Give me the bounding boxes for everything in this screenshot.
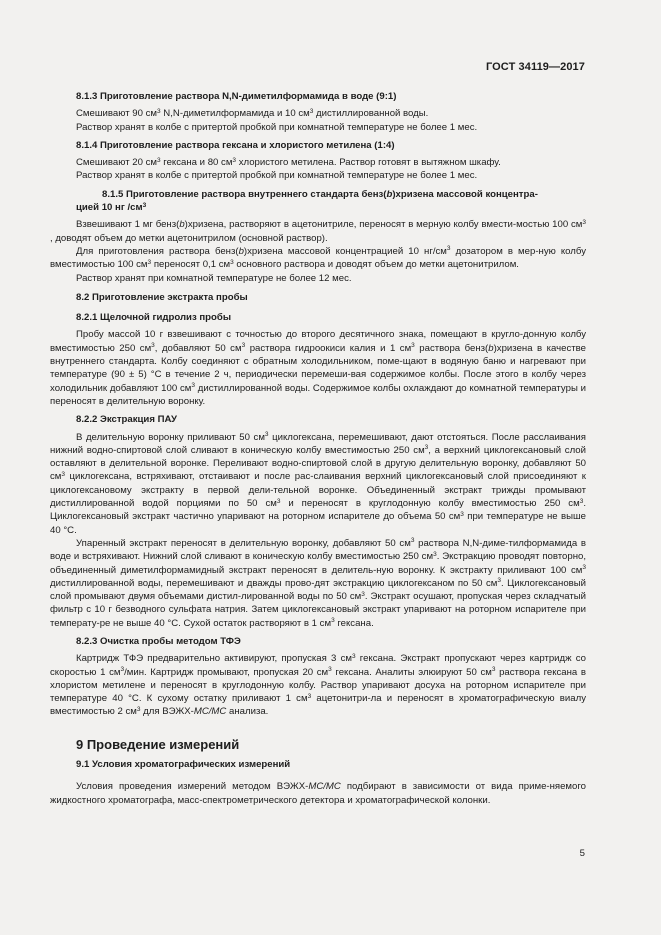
paragraph: В делительную воронку приливают 50 $см^3$ циклогексана, перемешивают, дают отстояться. После расслаивания нижний водно-спиртовой слой сливают в коническую колбу вместимостью 250 $см^3$, а верхний циклогексановый слой оставляют в делительной воронке. Переливают водно-спиртовой слой в другую делительную воронку, добавляют 50 $см^3$ циклогексана, встряхивают, отстаивают и после рас-слаивания верхний циклогексановый слой присоединяют к циклогексановому экстракту в первой дели-тельной воронке. Объединенный экстракт трижды промывают дистиллированной водой порциями по 50 $см^3$ и переносят в круглодонную колбу вместимостью 250 $см^3$. Циклогексановый экстракт частично упаривают на роторном испарителе до объема 50 $см^3$ при температуре не выше 40 °С. — [50, 431, 587, 536]
paragraph: Взвешивают 1 мг бенз(b)хризена, растворяют в ацетонитриле, переносят в мерную колбу вмести-мостью 100 $см^3$ , доводят объем до метки ацетонитрилом (основной раствор). — [50, 218, 586, 244]
paragraph: Смешивают 90 $см^3$ N,N-диметилформамида и 10 $см^3$ дистиллированной воды. — [76, 107, 429, 120]
chapter-heading: 9 Проведение измерений — [76, 736, 240, 752]
paragraph: Раствор хранят в колбе с притертой пробкой при комнатной температуре не более 1 мес. — [76, 170, 478, 182]
paragraph: Упаренный экстракт переносят в делительную воронку, добавляют 50 $см^3$ раствора N,N-диме-тилформамида в воде и встряхивают. Нижний слой сливают в коническую колбу вместимостью 250 $см^3$. Экстракцию проводят повторно, объединенный диметилформамидный экстракт переносят в делитель-ную воронку. К экстракту приливают 100 $см^3$ дистиллированной воды, перемешивают и дважды прово-дят экстракцию циклогексаном по 50 $см^3$. Циклогексановый слой промывают двумя объемами дистил-лированной воды по 50 $см^3$. Экстракт осушают, пропуская через складчатый фильтр с 10 г безводного сульфата натрия. Затем циклогексановый экстракт упаривают на роторном испарителе при температу-ре не выше 40 °С. Сухой остаток растворяют в 1 $см^3$ гексана. — [50, 537, 587, 629]
section-heading: 8.2 Приготовление экстракта пробы — [76, 291, 248, 303]
section-heading: 8.2.2 Экстракция ПАУ — [76, 414, 178, 426]
section-heading: 8.1.3 Приготовление раствора N,N-диметилформамида в воде (9:1) — [76, 91, 397, 102]
section-heading: 8.2.1 Щелочной гидролиз пробы — [76, 312, 232, 324]
paragraph: Картридж ТФЭ предварительно активируют, пропуская 3 $см^3$ гексана. Экстракт пропускают через картридж со скоростью 1 $см^3$/мин. Картридж промывают, пропуская 20 $см^3$ гексана. Аналиты элюируют 50 $см^3$ раствора гексана в хлористом метилене и переносят в круглодонную колбу. Раствор упаривают досуха на роторном испарителе при температуре 40 °С. К сухому остатку приливают 1 $см^3$ ацетонитри-ла и переносят в хроматографическую виалу вместимостью 2 $см^3$ для ВЭЖХ-МС/МС анализа. — [50, 652, 586, 718]
section-heading: 8.1.4 Приготовление раствора гексана и хлористого метилена (1:4) — [76, 139, 395, 151]
section-heading: 8.2.3 Очистка пробы методом ТФЭ — [76, 635, 241, 647]
paragraph: Раствор хранят в колбе с притертой пробкой при комнатной температуре не более 1 мес. — [76, 121, 478, 133]
paragraph: Условия проведения измерений методом ВЭЖХ-МС/МС подбирают в зависимости от вида приме-няемого жидкостного хроматографа, масс-спектрометрического детектора и хроматографической колонки. — [50, 781, 586, 806]
page-number: 5 — [579, 848, 585, 859]
paragraph: Смешивают 20 $см^3$ гексана и 80 $см^3$ хлористого метилена. Раствор готовят в вытяжном шкафу. — [76, 156, 501, 169]
paragraph: Раствор хранят при комнатной температуре не более 12 мес. — [76, 272, 352, 284]
paragraph: Для приготовления раствора бенз(b)хризена массовой концентрацией 10 $нг/см^3$ дозатором в мер-ную колбу вместимостью 100 $см^3$ переносят 0,1 $см^3$ основного раствора и доводят объем до метки ацетонитрилом. — [50, 245, 586, 271]
paragraph: Пробу массой 10 г взвешивают с точностью до второго десятичного знака, помещают в кругло-донную колбу вместимостью 250 $см^3$, добавляют 50 $см^3$ раствора гидроокиси калия и 1 $см^3$ раствора бенз(b)хризена в качестве внутреннего стандарта. Колбу соединяют с обратным холодильником, поме-щают в водяную баню и нагревают при температуре (90 ± 5) °С в течение 2 ч, периодически перемеши-вая содержимое колбы. После этого в колбу через холодильник добавляют 100 $см^3$ дистиллированной воды. Содержимое колбы охлаждают до комнатной температуры и переносят в делительную воронку. — [50, 329, 586, 407]
document-body — [50, 90, 586, 807]
section-heading: 8.1.5 Приготовление раствора внутреннего стандарта бенз(b)хризена массовой концентра- цией 10 нг $/см^3$ — [76, 188, 538, 214]
standard-header: ГОСТ 34119—2017 — [485, 61, 585, 73]
section-heading: 9.1 Условия хроматографических измерений — [76, 759, 291, 771]
